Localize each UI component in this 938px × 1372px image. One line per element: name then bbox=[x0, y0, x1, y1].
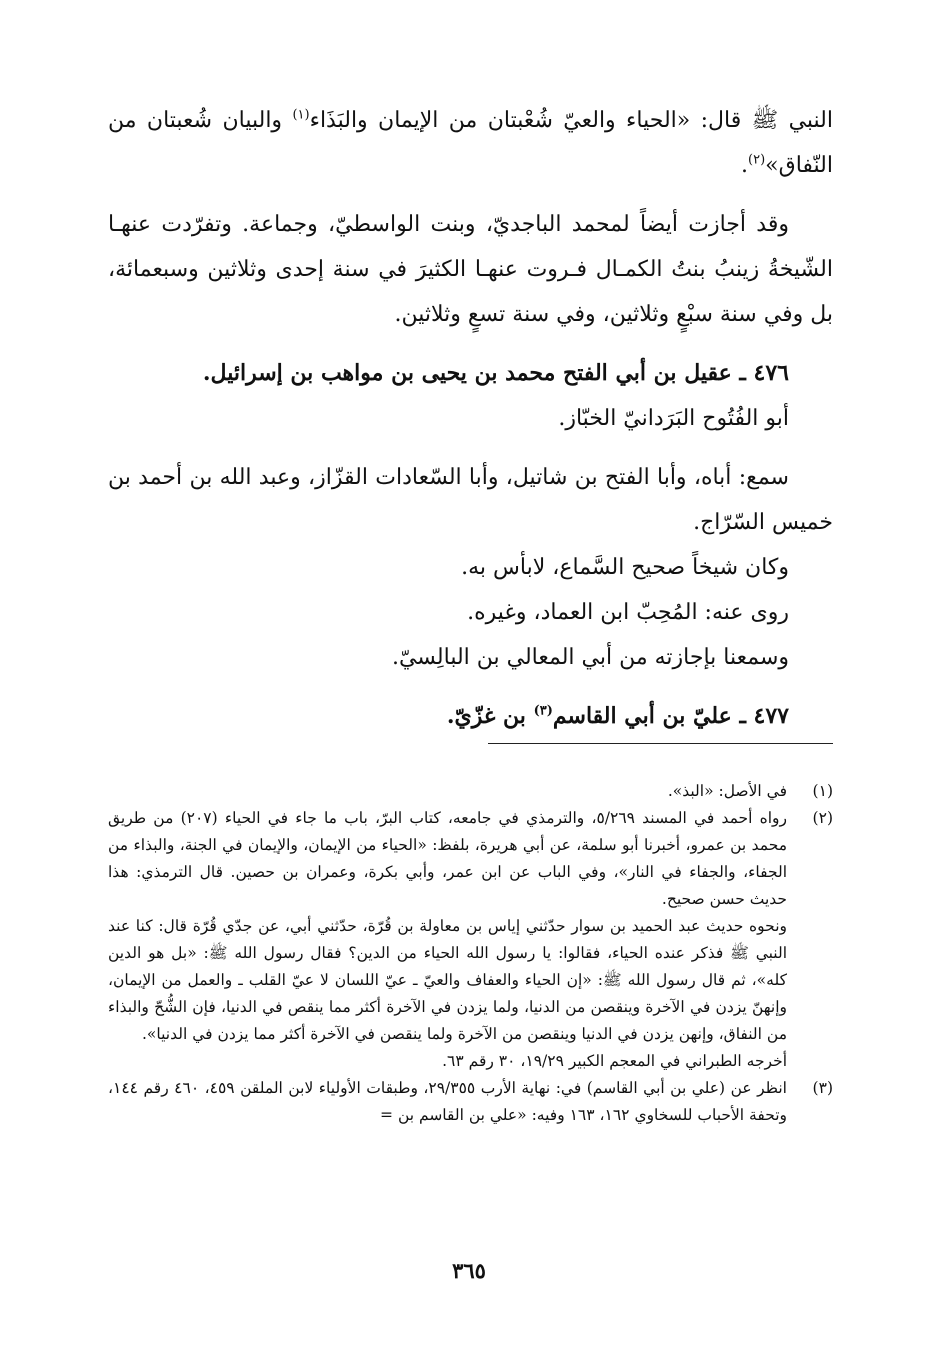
footnote-ref-3: (٣) bbox=[533, 703, 553, 719]
footnote-text: في الأصل: «البذ». bbox=[667, 782, 787, 800]
footnote-body bbox=[108, 805, 787, 1075]
footnote-number: (١) bbox=[812, 782, 833, 800]
entry-477-nisba: بن غزّيّ. bbox=[446, 703, 534, 729]
footnote-number: (٣) bbox=[812, 1079, 833, 1097]
hadith-text-end: والبيان شُعبتان من النّفاق» bbox=[108, 108, 833, 178]
footnote-2 bbox=[108, 805, 833, 1075]
entry-476-heading: ٤٧٦ ـ عقيل بن أبي الفتح محمد بن يحيى بن مواهب بن إسرائيل. bbox=[202, 360, 789, 386]
footnote-ref-2: (٢) bbox=[748, 152, 766, 168]
paragraph-ijaza-samina: وسمعنا بإجازته من أبي المعالي بن البالِسيّ. bbox=[391, 645, 789, 670]
footnote-text: رواه أحمد في المسند ٥/٢٦٩، والترمذي في جامعه، كتاب البرّ، باب ما جاء في الحياء (٢٠٧) من طريق محمد بن عمرو، أخبرنا أبو سلمة، عن أبي هريرة، بلفظ: «الحياء من الإيمان، والإيمان في الجنة، والبذاء من الجفاء، والجفاء في النار»، وفي الباب عن ابن عمر، وأبي بكرة، وعمران بن حصين. قال الترمذي: هذا حديث حسن صحيح. bbox=[108, 809, 788, 908]
paragraph-ijaza: وقد أجازت أيضاً لمحمد الباجديّ، وبنت الواسطيّ، وجماعة. وتفرّدت عنهـا الشّيخةُ زينبُ بنتُ الكمـال فـروت عنهـا الكثيرَ في سنة إحدى وثلاثين وسبعمائة، بل وفي سنة سبْعٍ وثلاثين، وفي سنة تسعٍ وثلاثين. bbox=[108, 212, 833, 327]
paragraph-status: وكان شيخاً صحيح السَّماع، لابأس به. bbox=[461, 555, 789, 580]
entry-477-heading bbox=[108, 694, 789, 739]
hadith-text-start: النبي ﷺ قال: «الحياء والعيّ شُعْبتان من الإيمان والبَذَاء bbox=[309, 108, 833, 133]
footnote-body bbox=[108, 778, 787, 805]
footnote-body bbox=[108, 1075, 787, 1129]
paragraph-hadith bbox=[108, 98, 833, 188]
footnote-1 bbox=[108, 778, 833, 805]
paragraph-sama: سمع: أباه، وأبا الفتح بن شاتيل، وأبا السّعادات القزّاز، وعبد الله بن أحمد بن خميس السّرّاج. bbox=[108, 465, 833, 535]
main-text bbox=[108, 98, 833, 739]
entry-476-kunya: أبو الفُتُوح البَرَدانيّ الخبّاز. bbox=[558, 406, 789, 431]
footnote-3 bbox=[108, 1075, 833, 1129]
footnote-number: (٢) bbox=[812, 809, 833, 827]
footnote-ref-1: (١) bbox=[292, 107, 310, 123]
hadith-period: . bbox=[741, 153, 749, 178]
entry-477-name: ٤٧٧ ـ عليّ بن أبي القاسم bbox=[552, 703, 789, 729]
footnote-text: أخرجه الطبراني في المعجم الكبير ١٩/٢٩، ٣٠ رقم ٦٣. bbox=[442, 1052, 787, 1070]
page-number: ٣٦٥ bbox=[452, 1258, 486, 1283]
footnotes bbox=[108, 778, 833, 1129]
paragraph-narrators: روى عنه: المُحِبّ ابن العماد، وغيره. bbox=[467, 600, 789, 625]
footnote-text: ونحوه حديث عبد الحميد بن سوار حدّثني إياس بن معاولة بن قُرّة، حدّثني أبي، عن جدّي قُرّة قال: كنا عند النبي ﷺ فذكر عنده الحياء، فقالوا: يا رسول الله الحياء من الدين؟ فقال رسول الله ﷺ: «بل هو الدين كله»، ثم قال رسول الله ﷺ: «إن الحياء والعفاف والعيّ ـ عيّ اللسان لا عيّ القلب ـ والعمل من الإيمان، وإنهنّ يزدن في الآخرة وينقصن من الدنيا، ولما يزدن في الآخرة أكثر مما ينقص في الدنيا، فإن الشُّحّ والبذاء من النفاق، وإنهن يزدن في الدنيا وينقصن من الآخرة ولما ينقصن في الآخرة أكثر مما يزدن في الدنيا». bbox=[108, 917, 787, 1043]
footnote-text: انظر عن (علي بن أبي القاسم) في: نهاية الأرب ٢٩/٣٥٥، وطبقات الأولياء لابن الملقن ٤٥٩، ٤٦٠ رقم ١٤٤، وتحفة الأحباب للسخاوي ١٦٢، ١٦٣ وفيه: «علي بن القاسم بن = bbox=[108, 1079, 787, 1124]
footnote-divider bbox=[488, 743, 833, 744]
